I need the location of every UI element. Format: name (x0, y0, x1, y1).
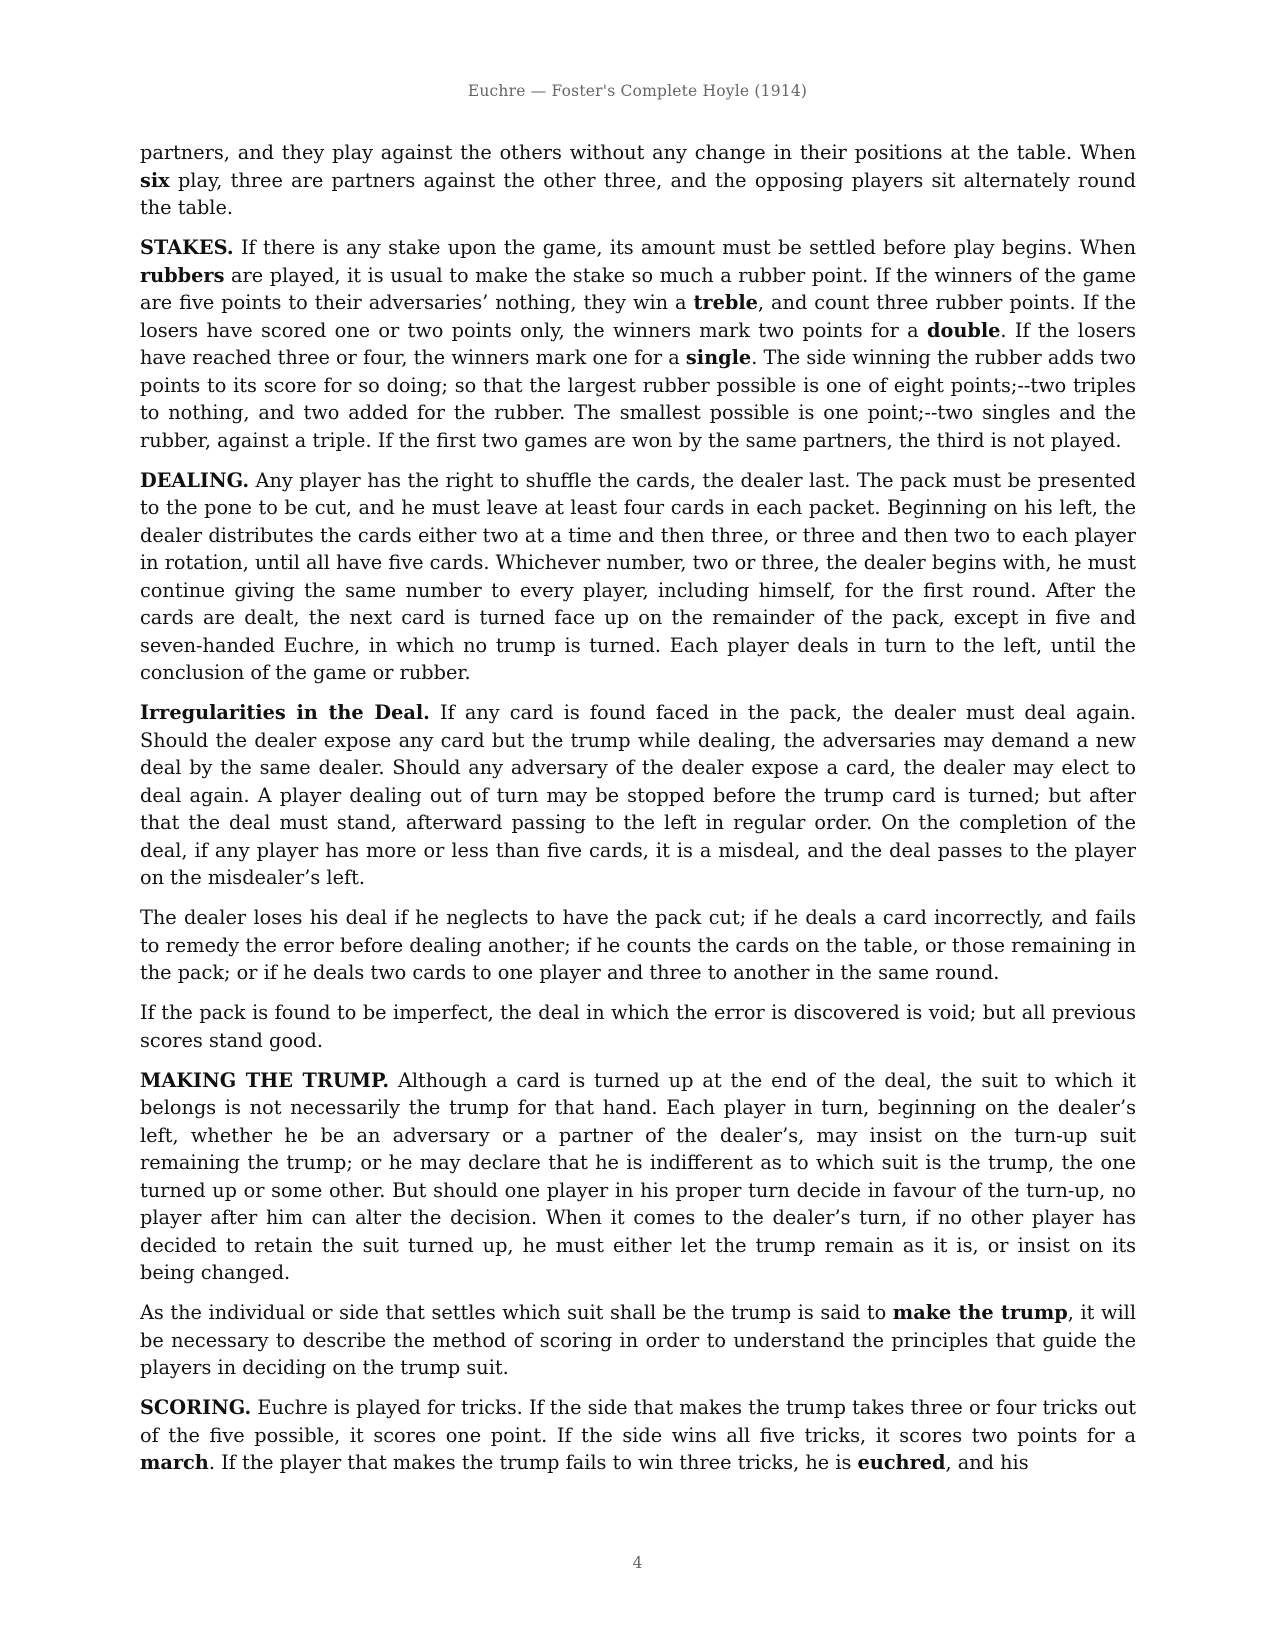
paragraph-text: . The side winning the rubber adds two points to its score for so doing; so that the largest rubber possible is one of eight points;--two triples to nothing, and two added for the rubber. The smallest possible is one point;--two singles and the rubber, against a triple. If the first two games are won by the same partners, the third is not played. (140, 346, 1137, 452)
running-header: Euchre — Foster's Complete Hoyle (1914) (467, 82, 808, 100)
paragraph-text: partners, and they play against the others without any change in their positions at the table. When (140, 141, 1136, 164)
paragraph-text: . If the losers have reached three or four, the winners mark one for a (140, 318, 1136, 369)
paragraph-text: As the individual or side that settles which suit shall be the trump is said to (140, 1301, 893, 1324)
paragraph-text: are played, it is usual to make the stake so much a rubber point. If the winners of the game are five points to their adversaries’ nothing, they win a (140, 263, 1136, 314)
paragraph-text: Although a card is turned up at the end of the deal, the suit to which it belongs is not necessarily the trump for that hand. Each player in turn, beginning on the dealer’s left, whether he be an adversary or a partner of the dealer’s, may insist on the turn-up suit remaining the trump; or he may declare that he is indifferent as to which suit is the trump, the one turned up or some other. But should one player in his proper turn decide in favour of the turn-up, no player after him can alter the decision. When it comes to the dealer’s turn, if no other player has decided to retain the suit turned up, he must either let the trump remain as it is, or insist on its being changed. (140, 1068, 1137, 1284)
paragraph-loses-deal (140, 904, 1136, 987)
paragraph-irregularities (140, 699, 1136, 892)
paragraph-text: The dealer loses his deal if he neglects to have the pack cut; if he deals a card incorrectly, and fails to remedy the error before dealing another; if he counts the cards on the table, or those remaining in the pack; or if he deals two cards to one player and three to another in the same round. (140, 906, 1136, 984)
paragraph-imperfect-pack (140, 999, 1136, 1054)
paragraph-scoring (140, 1394, 1136, 1477)
paragraph-make-the-trump (140, 1299, 1136, 1382)
page-body (140, 139, 1136, 1489)
paragraph-text: , and count three rubber points. If the losers have scored one or two points only, the winners mark two points for a (140, 291, 1136, 342)
paragraph-text: If there is any stake upon the game, its amount must be settled before play begins. When (233, 236, 1136, 259)
paragraph-making-trump (140, 1067, 1136, 1287)
bold-term: make the trump (892, 1301, 1068, 1324)
bold-term: rubbers (140, 263, 225, 287)
paragraph-text: Any player has the right to shuffle the cards, the dealer last. The pack must be presented to the pone to be cut, and he must leave at least four cards in each packet. Beginning on his left, the dealer distributes the cards either two at a time and then three, or three and then two to each player in rotation, until all have five cards. Whichever number, two or three, the dealer begins with, he must continue giving the same number to every player, including himself, for the first round. After the cards are dealt, the next card is turned face up on the remainder of the pack, except in five and seven-handed Euchre, in which no trump is turned. Each player deals in turn to the left, until the conclusion of the game or rubber. (140, 468, 1136, 684)
bold-term: euchred (857, 1451, 946, 1474)
bold-term: treble (693, 291, 758, 314)
paragraph-stakes (140, 234, 1136, 454)
bold-term: march (140, 1451, 209, 1474)
bold-term: STAKES. (140, 236, 234, 259)
paragraph-text: play, three are partners against the other three, and the opposing players sit alternately round the table. (140, 168, 1136, 219)
bold-term: Irregularities in the Deal. (140, 701, 430, 724)
paragraph-text: If any card is found faced in the pack, the dealer must deal again. Should the dealer expose any card but the trump while dealing, the adversaries may demand a new deal by the same dealer. Should any adversary of the dealer expose a card, the dealer may elect to deal again. A player dealing out of turn may be stopped before the trump card is turned; but after that the deal must stand, afterward passing to the left in regular order. On the completion of the deal, if any player has more or less than five cards, it is a misdeal, and the deal passes to the player on the misdealer’s left. (140, 701, 1136, 889)
paragraph-text: , it will be necessary to describe the method of scoring in order to understand the principles that guide the players in deciding on the trump suit. (140, 1301, 1136, 1379)
bold-term: DEALING. (140, 468, 250, 492)
bold-term: six (140, 168, 170, 192)
paragraph-partners (140, 139, 1136, 222)
bold-term: single (685, 346, 752, 369)
paragraph-text: Euchre is played for tricks. If the side that makes the trump takes three or four tricks out of the five possible, it scores one point. If the side wins all five tricks, it scores two points for a (140, 1396, 1136, 1447)
paragraph-text: , and his (945, 1451, 1029, 1474)
bold-term: SCORING. (140, 1396, 252, 1419)
bold-term: double (926, 318, 1001, 342)
paragraph-text: . If the player that makes the trump fails to win three tricks, he is (208, 1451, 858, 1474)
bold-term: MAKING THE TRUMP. (140, 1068, 390, 1092)
paragraph-dealing (140, 467, 1136, 687)
paragraph-text: If the pack is found to be imperfect, the deal in which the error is discovered is void; but all previous scores stand good. (140, 1001, 1136, 1052)
page-number: 4 (632, 1554, 643, 1572)
